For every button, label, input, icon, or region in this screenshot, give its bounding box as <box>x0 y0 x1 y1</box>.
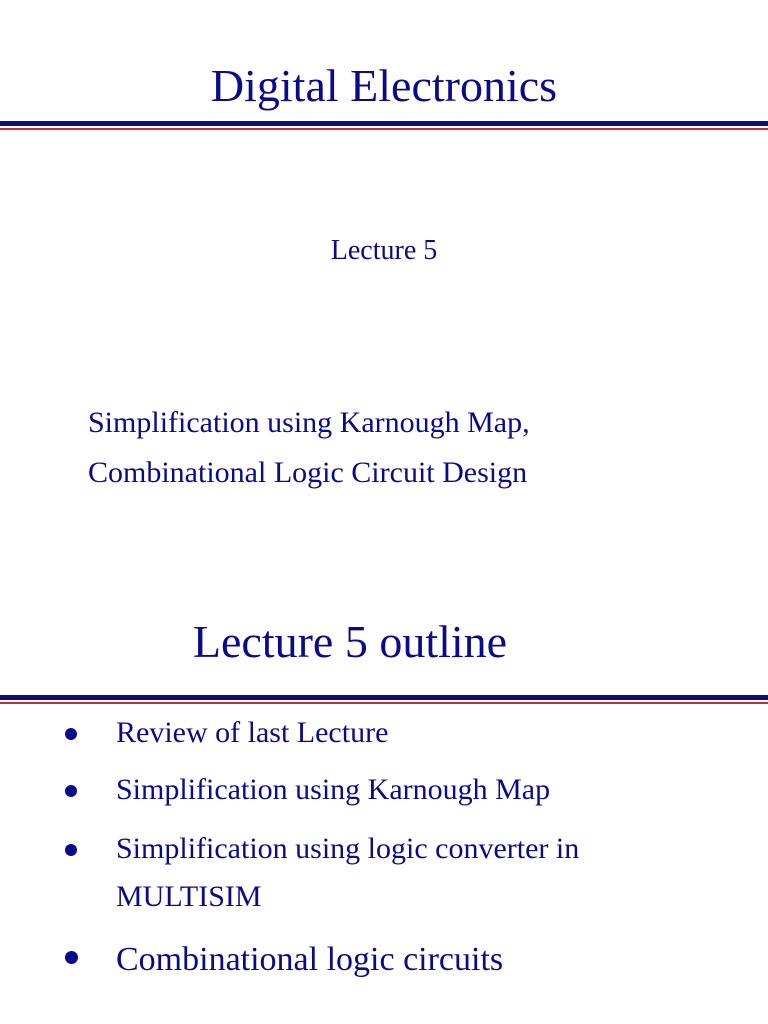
bullet-icon <box>65 951 78 964</box>
bullet-text: Combinational logic circuits <box>116 941 504 978</box>
bullet-icon <box>65 728 77 740</box>
lecture-number: Lecture 5 <box>330 235 438 266</box>
bullet-text: Simplification using logic converter in MULTISIM <box>116 832 580 913</box>
slide1-title: Digital Electronics <box>210 60 558 111</box>
outline-divider <box>0 695 768 704</box>
slide2-title: Lecture 5 outline <box>192 616 508 667</box>
subtitle-line-2: Combinational Logic Circuit Design <box>88 456 528 489</box>
bullet-text: Simplification using Karnough Map <box>116 773 551 806</box>
title-divider <box>0 121 768 130</box>
bullet-icon <box>65 785 77 797</box>
bullet-icon <box>65 844 77 856</box>
subtitle-line-1: Simplification using Karnough Map, <box>88 406 530 439</box>
bullet-text: Review of last Lecture <box>116 716 389 749</box>
